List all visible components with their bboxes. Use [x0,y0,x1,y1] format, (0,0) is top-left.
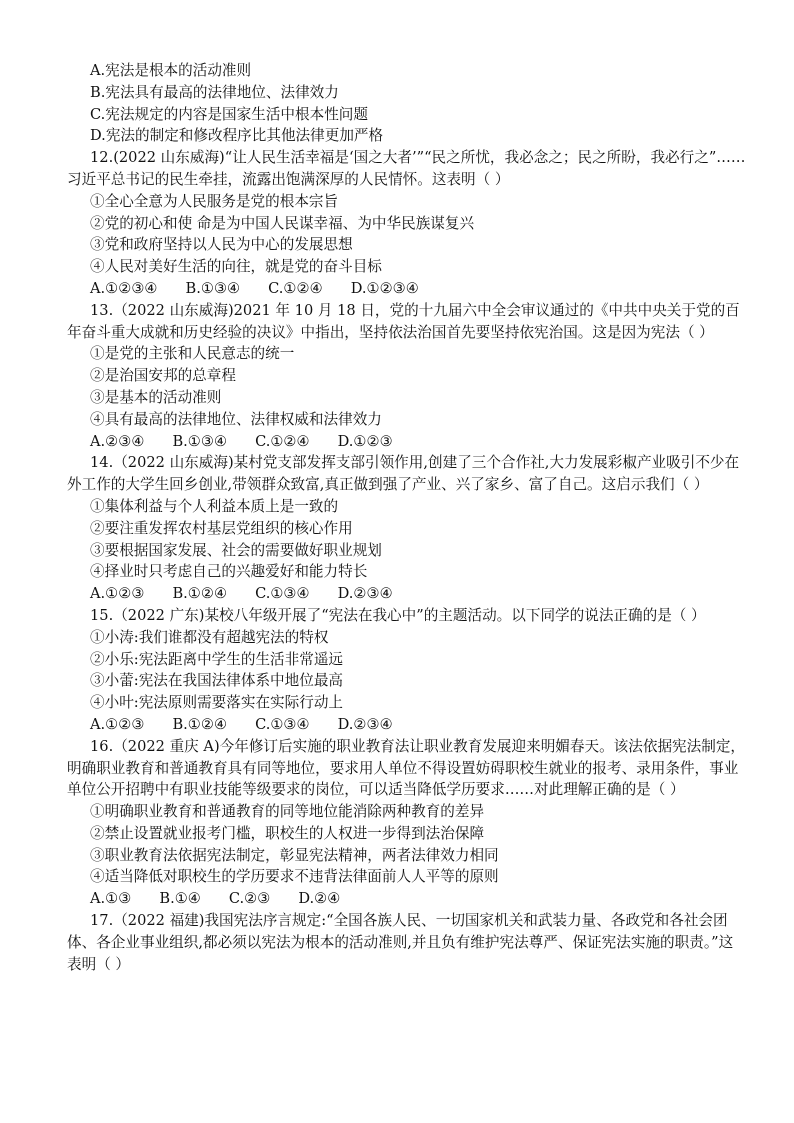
question-stem: 17.（2022 福建)我国宪法序言规定:“全国各族人民、一切国家机关和武装力量、各政党和各社会团体、各企业事业组织,都必须以宪法为根本的活动准则,并且负有维护宪法尊严、保证宪法实施的职责。”这表明（ ） [67,912,734,973]
option-line: D.宪法的制定和修改程序比其他法律更加严格 [90,127,384,145]
statement-item: ①小涛:我们谁都没有超越宪法的特权 [90,628,329,646]
choice-b: B.①②④ [172,715,228,733]
statement-item: ③小蕾:宪法在我国法律体系中地位最高 [90,672,344,690]
statement-item: ③是基本的活动准则 [90,388,222,406]
statement-item: ④择业时只考虑自己的兴趣爱好和能力特长 [90,563,368,581]
answer-choices [67,714,747,736]
choice-b: B.①④ [159,890,201,908]
choice-c: C.①③④ [255,715,310,733]
choice-c: C.①②④ [255,432,310,450]
statement-item: ①明确职业教育和普通教育的同等地位能消除两种教育的差异 [90,803,485,821]
statement-item: ②党的初心和使 命是为中国人民谋幸福、为中华民族谋复兴 [90,214,475,232]
question-16 [67,736,747,910]
option-line: C.宪法规定的内容是国家生活中根本性问题 [90,105,368,123]
choice-b: B.①③④ [172,432,228,450]
statement-item: ④适当降低对职校生的学历要求不违背法律面前人人平等的原则 [90,868,499,886]
answer-choices [67,583,747,605]
statement-item: ②是治国安邦的总章程 [90,367,236,385]
choice-a: A.①②③④ [90,279,158,297]
answer-choices [67,888,747,910]
choice-c: C.②③ [228,890,271,908]
statement-item: ③职业教育法依据宪法制定，彰显宪法精神，两者法律效力相同 [90,846,499,864]
question-13 [67,300,747,453]
previous-question-options [67,60,747,147]
statement-item: ①是党的主张和人民意志的统一 [90,345,295,363]
choice-b: B.①③④ [185,279,241,297]
choice-a: A.②③④ [90,432,145,450]
choice-c: C.①②④ [268,279,323,297]
choice-d: D.②③④ [337,715,393,733]
choice-a: A.①②③ [90,585,145,603]
statement-item: ①全心全意为人民服务是党的根本宗旨 [90,192,339,210]
choice-d: D.②③④ [337,585,393,603]
question-15 [67,605,747,736]
choice-a: A.①②③ [90,715,145,733]
question-12 [67,147,747,300]
statement-item: ④具有最高的法律地位、法律权威和法律效力 [90,410,382,428]
statement-item: ③党和政府坚持以人民为中心的发展思想 [90,236,353,254]
answer-choices [67,278,747,300]
choice-d: D.①②③ [337,432,393,450]
question-stem: 13.（2022 山东威海)2021 年 10 月 18 日，党的十九届六中全会审议通过的《中共中央关于党的百年奋斗重大成就和历史经验的决议》中指出，坚持依法治国首先要坚持依宪治国。这是因为宪法（ ） [67,301,740,341]
choice-c: C.①③④ [255,585,310,603]
statement-item: ③要根据国家发展、社会的需要做好职业规划 [90,541,382,559]
question-stem: 14.（2022 山东威海)某村党支部发挥支部引领作用,创建了三个合作社,大力发展彩椒产业吸引不少在外工作的大学生回乡创业,带领群众致富,真正做到强了产业、兴了家乡、富了自己。这启示我们（ ） [67,454,740,494]
answer-choices [67,431,747,453]
question-17 [67,910,747,975]
option-line: A.宪法是根本的活动准则 [90,62,252,79]
choice-a: A.①③ [90,890,132,908]
statement-item: ①集体利益与个人利益本质上是一致的 [90,497,339,515]
question-stem: 12.(2022 山东威海)“让人民生活幸福是‘国之大者’”“民之所忧，我必念之；民之所盼，我必行之”……习近平总书记的民生牵挂，流露出饱满深厚的人民情怀。这表明（ ） [67,149,746,188]
question-14 [67,452,747,605]
question-stem: 15.（2022 广东)某校八年级开展了“宪法在我心中”的主题活动。以下同学的说法正确的是（ ） [90,606,706,624]
statement-item: ②小乐:宪法距离中学生的生活非常遥远 [90,650,344,668]
question-stem: 16.（2022 重庆 A)今年修订后实施的职业教育法让职业教育发展迎来明媚春天。该法依据宪法制定，明确职业教育和普通教育具有同等地位，要求用人单位不得设置妨碍职校生就业的报考、录用条件，事业单位公开招聘中有职业技能等级要求的岗位，可以适当降低学历要求……对此理解正确的是（ ） [67,737,746,799]
choice-b: B.①②④ [172,585,228,603]
option-line: B.宪法具有最高的法律地位、法律效力 [90,83,339,101]
statement-item: ④小叶:宪法原则需要落实在实际行动上 [90,694,344,712]
statement-item: ②禁止设置就业报考门槛，职校生的人权进一步得到法治保障 [90,824,485,842]
choice-d: D.①②③④ [350,279,419,297]
statement-item: ②要注重发挥农村基层党组织的核心作用 [90,519,353,537]
choice-d: D.②④ [298,890,341,908]
exam-content [67,60,747,975]
statement-item: ④人民对美好生活的向往，就是党的奋斗目标 [90,258,382,276]
